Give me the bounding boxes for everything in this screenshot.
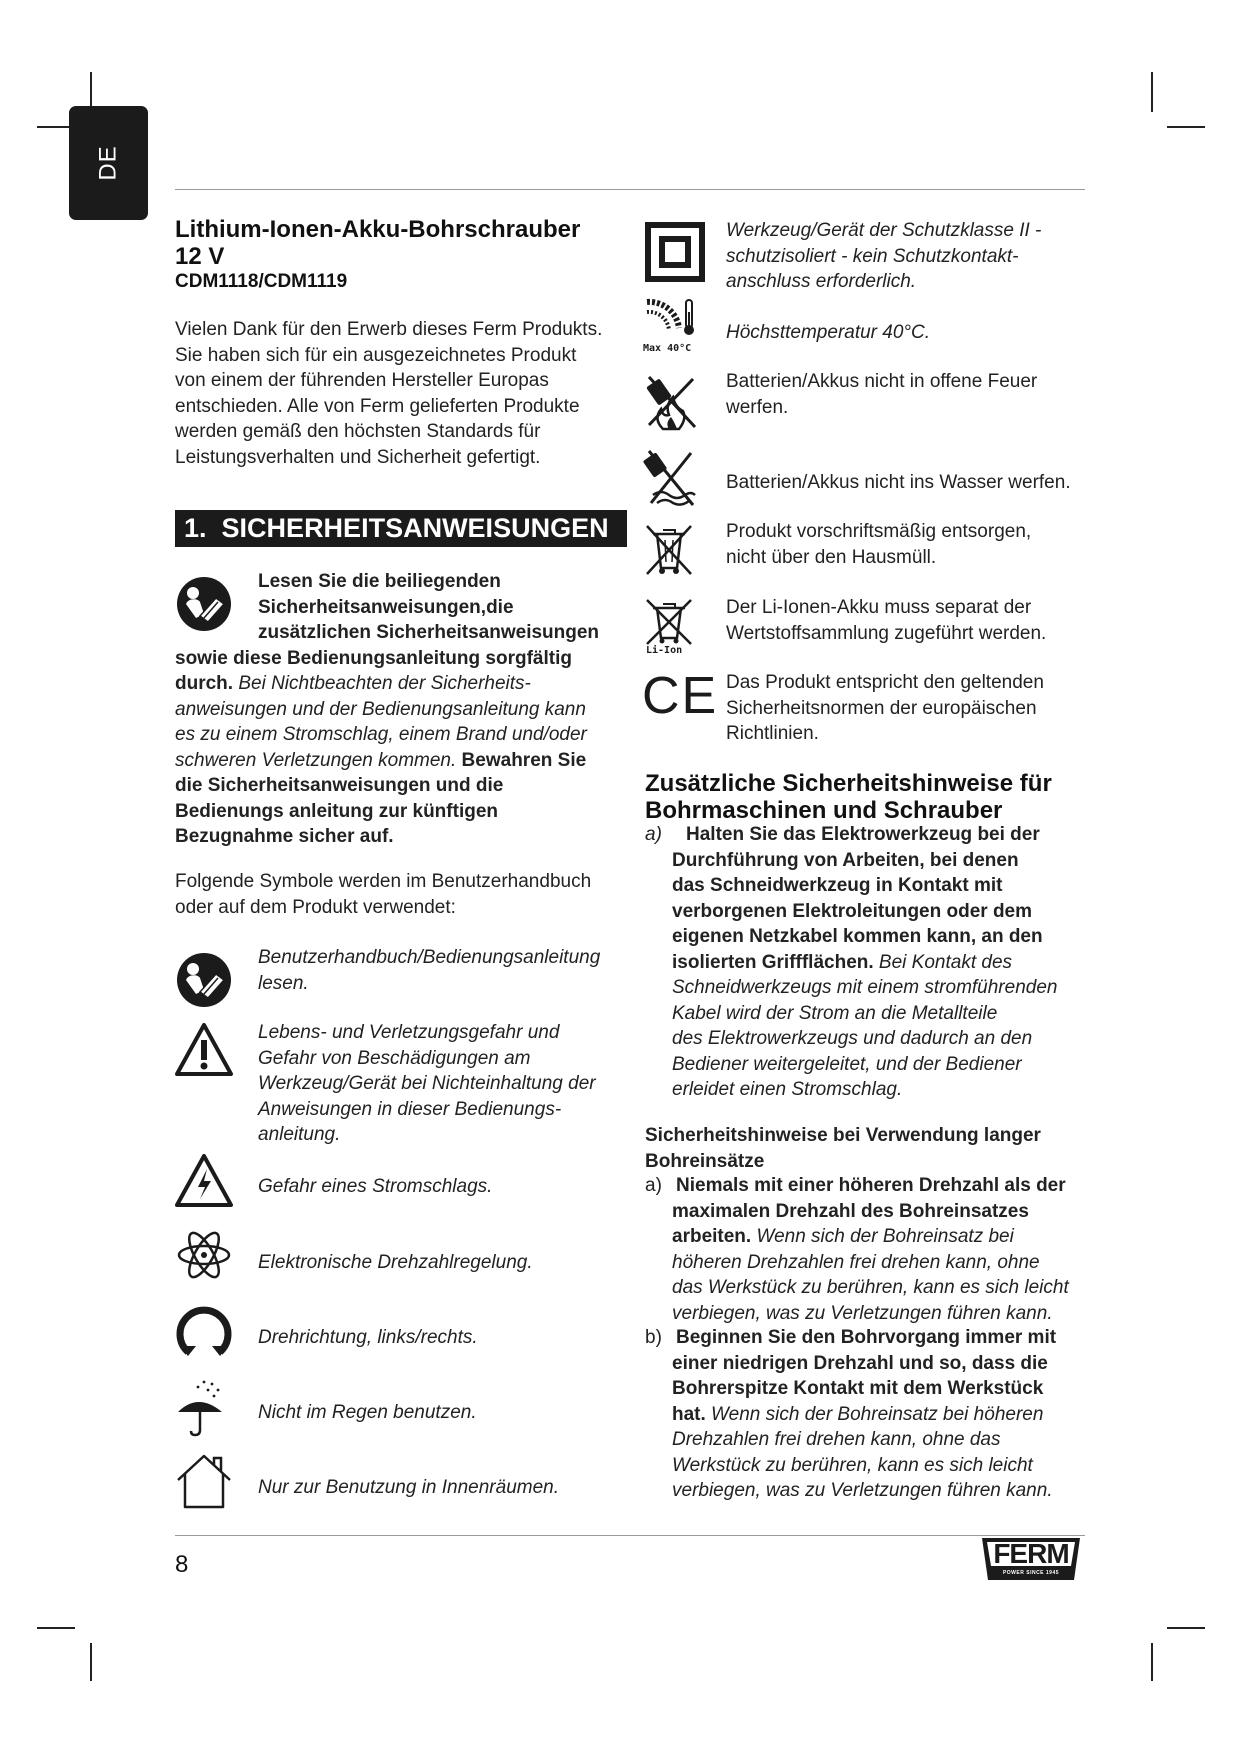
symbol-description (726, 670, 1096, 747)
long-bits-heading-line: Bohreinsätze (645, 1150, 765, 1172)
symbol-description (258, 1475, 628, 1501)
crop-mark (1167, 1627, 1205, 1629)
intro-paragraph (175, 317, 625, 470)
ferm-logo-tagline: POWER SINCE 1945 (1002, 1570, 1060, 1576)
language-label: DE (94, 145, 122, 181)
symbol-text-line: schutzisoliert - kein Schutzkontakt- (726, 245, 1019, 267)
symbol-description (726, 218, 1096, 295)
additional-heading-line: Zusätzliche Sicherheitshinweise für (645, 770, 1052, 797)
symbol-description (726, 369, 1096, 420)
read-bold-line: Lesen Sie die beiliegenden (258, 571, 501, 592)
symbols-intro (175, 869, 625, 920)
intro-line: entschieden. Alle von Ferm gelieferten Produkte (175, 395, 580, 417)
bold-line: Beginnen Sie den Bohrvorgang immer mit (676, 1327, 1057, 1348)
li-ion-icon-label: Li-Ion (646, 645, 683, 656)
electric-shock-icon (174, 1153, 234, 1209)
no-water-icon (643, 449, 699, 507)
italic-line: verbiegen, was zu Verletzungen führen kann. (672, 1302, 1053, 1324)
li-ion-bin-icon (643, 598, 695, 646)
bold-line: das Schneidwerkzeug in Kontakt mit (672, 875, 1003, 896)
symbol-text-line: Der Li-Ionen-Akku muss separat der (726, 597, 1032, 618)
italic-line: erleidet einen Stromschlag. (672, 1079, 903, 1100)
list-item (645, 1173, 1105, 1326)
weee-bin-icon (643, 522, 695, 576)
bold-text: isolierten Griffflächen. (672, 951, 874, 973)
bold-line: Niemals mit einer höheren Drehzahl als der (676, 1175, 1066, 1196)
bold-line: einer niedrigen Drehzahl und so, dass die (672, 1352, 1048, 1374)
crop-mark (1151, 1643, 1153, 1681)
umbrella-rain-icon (174, 1378, 230, 1438)
symbol-description (258, 945, 628, 996)
italic-line: des Elektrowerkzeugs und dadurch an den (672, 1028, 1033, 1049)
header-rule (175, 189, 1085, 190)
crop-mark (1151, 72, 1153, 112)
long-bits-heading-line: Sicherheitshinweise bei Verwendung langer (645, 1125, 1041, 1146)
intro-line: Leistungsverhalten und Sicherheit gefertigt. (175, 446, 541, 468)
intro-line: Sie haben sich für ein ausgezeichnetes Produkt (175, 344, 577, 366)
symbol-description (726, 470, 1126, 496)
symbol-text-line: werfen. (726, 396, 789, 418)
symbol-text-line: Benutzerhandbuch/Bedienungsanleitung (258, 947, 601, 968)
intro-line: werden gemäß den höchsten Standards für (175, 421, 541, 442)
symbol-text-line: nicht über den Hausmüll. (726, 546, 937, 568)
title-line-1: Lithium-Ionen-Akku-Bohrschrauber (175, 216, 581, 243)
read-italic-line: anweisungen und der Bedienungsanleitung kann (175, 698, 586, 720)
rotation-icon (174, 1302, 234, 1358)
crop-mark (1167, 126, 1205, 128)
read-bold-text: durch. (175, 673, 234, 694)
symbol-text-line: Nur zur Benutzung in Innenräumen. (258, 1477, 560, 1498)
list-marker: a) (645, 1175, 662, 1196)
symbol-text-line: Das Produkt entspricht den geltenden (726, 672, 1044, 693)
italic-line: Kabel wird der Strom an die Metallteile (672, 1002, 998, 1024)
max-temp-icon (643, 298, 699, 346)
ferm-logo (978, 1536, 1084, 1584)
additional-heading-line: Bohrmaschinen und Schrauber (645, 797, 1003, 824)
read-bold-text: Bewahren Sie (456, 749, 587, 771)
symbol-description (726, 320, 1096, 346)
italic-line: das Werkstück zu berühren, kann es sich leicht (672, 1277, 1069, 1298)
symbol-text-line: Gefahr eines Stromschlags. (258, 1176, 493, 1197)
section-number: 1. (184, 513, 207, 543)
symbol-description (258, 1020, 628, 1148)
italic-line: verbiegen, was zu Verletzungen führen kann. (672, 1480, 1053, 1501)
symbol-text-line: lesen. (258, 972, 309, 994)
symbol-text-line: Drehrichtung, links/rechts. (258, 1327, 478, 1348)
symbol-description (726, 595, 1126, 646)
symbol-text-line: Höchsttemperatur 40°C. (726, 322, 931, 343)
symbol-text-line: Batterien/Akkus nicht in offene Feuer (726, 371, 1038, 392)
model-number: CDM1118/CDM1119 (175, 271, 348, 292)
class-ii-icon (645, 222, 705, 282)
symbol-text-line: Anweisungen in dieser Bedienungs- (258, 1098, 562, 1120)
symbol-description (258, 1325, 628, 1351)
italic-line: Werkstück zu berühren, kann es sich leicht (672, 1454, 1033, 1476)
italic-line: Drehzahlen frei drehen kann, ohne das (672, 1429, 1001, 1450)
italic-line: Bediener weitergeleitet, und der Bediener (672, 1053, 1022, 1075)
read-italic-text: Bei Nichtbeachten der Sicherheits- (233, 673, 531, 694)
house-icon (174, 1452, 234, 1510)
symbol-description (258, 1250, 628, 1276)
symbol-text-line: Produkt vorschriftsmäßig entsorgen, (726, 521, 1032, 542)
bold-line: Bohrerspitze Kontakt mit dem Werkstück (672, 1378, 1044, 1399)
intro-line: von einem der führenden Hersteller Europas (175, 370, 549, 391)
symbol-text-line: Richtlinien. (726, 723, 819, 744)
read-bold-line: Sicherheitsanweisungen,die (258, 596, 514, 618)
language-tab (69, 106, 148, 220)
symbol-text-line: Werkzeug/Gerät bei Nichteinhaltung der (258, 1073, 596, 1094)
italic-line: Schneidwerkzeugs mit einem stromführenden (672, 977, 1058, 998)
manual-icon (174, 950, 234, 1010)
read-bold-line: zusätzlichen Sicherheitsanweisungen (258, 622, 600, 643)
symbol-description (258, 1174, 628, 1200)
symbol-description (258, 1400, 628, 1426)
bold-line: verborgenen Elektroleitungen oder dem (672, 900, 1033, 922)
symbol-text-line: Wertstoffsammlung zugeführt werden. (726, 622, 1047, 644)
list-marker: b) (645, 1327, 662, 1348)
italic-text: Bei Kontakt des (873, 951, 1013, 973)
read-instructions-paragraph (175, 569, 625, 850)
ce-mark-icon: CE (642, 667, 719, 725)
read-bold-line: Bezugnahme sicher auf. (175, 826, 394, 847)
list-marker: a) (645, 824, 662, 845)
symbol-text-line: Sicherheitsnormen der europäischen (726, 697, 1037, 719)
read-bold-line: die Sicherheitsanweisungen und die (175, 775, 504, 796)
bold-line: eigenen Netzkabel kommen kann, an den (672, 926, 1043, 947)
bold-text: arbeiten. (672, 1226, 752, 1247)
italic-text: Wenn sich der Bohreinsatz bei höheren (705, 1403, 1044, 1425)
page-number: 8 (175, 1551, 189, 1578)
read-italic-line: es zu einem Stromschlag, einem Brand und/oder (175, 724, 587, 745)
symbol-text-line: Batterien/Akkus nicht ins Wasser werfen. (726, 472, 1071, 493)
symbol-text-line: Werkzeug/Gerät der Schutzklasse II - (726, 220, 1042, 241)
symbol-text-line: Elektronische Drehzahlregelung. (258, 1252, 533, 1273)
list-item (645, 1325, 1105, 1504)
bold-line: Halten Sie das Elektrowerkzeug bei der (686, 824, 1040, 845)
additional-safety-heading (645, 770, 1105, 824)
footer-rule (175, 1535, 1085, 1536)
max-temp-icon-label: Max 40°C (643, 343, 692, 354)
italic-line: höheren Drehzahlen frei drehen kann, ohne (672, 1251, 1040, 1273)
read-italic-text: schweren Verletzungen kommen. (175, 749, 457, 771)
symbol-text-line: anschluss erforderlich. (726, 271, 917, 292)
section-heading (175, 510, 627, 547)
section-title: SICHERHEITSANWEISUNGEN (221, 513, 609, 543)
bold-line: maximalen Drehzahl des Bohreinsatzes (672, 1200, 1029, 1222)
document-title (175, 216, 615, 293)
warning-icon (174, 1022, 234, 1078)
no-fire-icon (643, 373, 699, 431)
read-bold-line: Bedienungs anleitung zur künftigen (175, 800, 498, 822)
crop-mark (37, 1627, 75, 1629)
bold-line: Durchführung von Arbeiten, bei denen (672, 849, 1019, 871)
intro-line: Vielen Dank für den Erwerb dieses Ferm Produkts. (175, 319, 603, 340)
symbol-text-line: Gefahr von Beschädigungen am (258, 1047, 531, 1069)
symbol-description (726, 519, 1096, 570)
symbol-text-line: Nicht im Regen benutzen. (258, 1402, 477, 1423)
long-bits-heading (645, 1123, 1105, 1174)
italic-text: Wenn sich der Bohreinsatz bei (751, 1226, 1014, 1247)
bold-text: hat. (672, 1403, 706, 1425)
symbols-intro-line: oder auf dem Produkt verwendet: (175, 896, 456, 918)
symbols-intro-line: Folgende Symbole werden im Benutzerhandbuch (175, 871, 592, 892)
crop-mark (90, 1643, 92, 1681)
list-item (645, 822, 1105, 1103)
ferm-logo-text: FERM (993, 1538, 1069, 1569)
symbol-text-line: anleitung. (258, 1124, 341, 1145)
title-line-2: 12 V (175, 243, 225, 270)
atom-icon (176, 1230, 232, 1280)
read-bold-line: sowie diese Bedienungsanleitung sorgfältig (175, 647, 572, 669)
symbol-text-line: Lebens- und Verletzungsgefahr und (258, 1022, 560, 1043)
